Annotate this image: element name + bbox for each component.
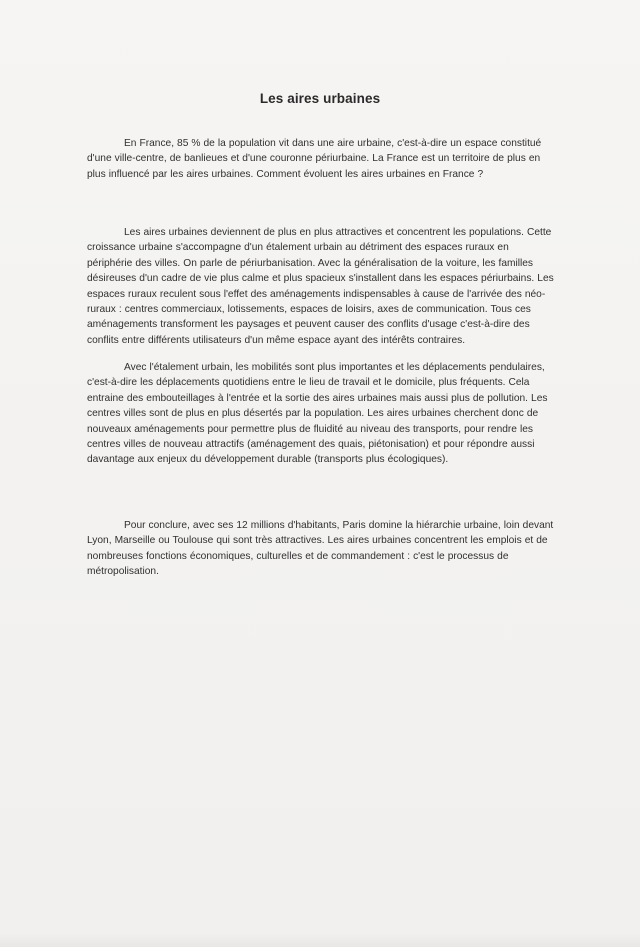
scan-shadow — [0, 933, 640, 947]
paragraph-conclusion: Pour conclure, avec ses 12 millions d'habitants, Paris domine la hiérarchie urbaine, loin devant Lyon, Marseille ou Toulouse qui sont très attractives. Les aires urbaines concentrent les emplois et de nombreuses fonctions économiques, culturelles et de commandement : c'est le processus de métropolisation. — [87, 520, 554, 578]
paragraph-mobilites: Avec l'étalement urbain, les mobilités sont plus importantes et les déplacements pendulaires, c'est-à-dire les déplacements quotidiens entre le lieu de travail et le domicile, plus fréquents. Cela entraine des embouteillages à l'entrée et la sortie des aires urbaines mais aussi plus de pollution. Les centres villes sont de plus en plus désertés par la population. Les aires urbaines cherchent donc de nouveaux aménagements pour permettre plus de fluidité au niveau des transports, pour rendre les centres villes de nouveau attractifs (aménagement des quais, piétonisation) et pour répondre aussi davantage aux enjeux du développement durable (transports plus écologiques). — [87, 362, 548, 466]
paragraph-periurbanisation: Les aires urbaines deviennent de plus en plus attractives et concentrent les populations. Cette croissance urbaine s'accompagne d'un étalement urbain au détriment des espaces ruraux en périphérie des villes. On parle de périurbanisation. Avec la généralisation de la voiture, les familles désireuses d'un cadre de vie plus calme et plus spacieux s'installent dans les espaces périurbains. Les espaces ruraux reculent sous l'effet des aménagements indispensables à cause de l'arrivée des néo-ruraux : centres commerciaux, lotissements, espaces de loisirs, axes de communication. Tous ces aménagements transforment les paysages et peuvent causer des conflits d'usage c'est-à-dire des conflits entre différents utilisateurs d'un même espace ayant des intérêts contraires. — [87, 227, 554, 346]
document-title: Les aires urbaines — [259, 91, 381, 106]
paragraph-introduction: En France, 85 % de la population vit dans une aire urbaine, c'est-à-dire un espace constitué d'une ville-centre, de banlieues et d'une couronne périurbaine. La France est un territoire de plus en plus influencé par les aires urbaines. Comment évoluent les aires urbaines en France ? — [87, 138, 542, 180]
